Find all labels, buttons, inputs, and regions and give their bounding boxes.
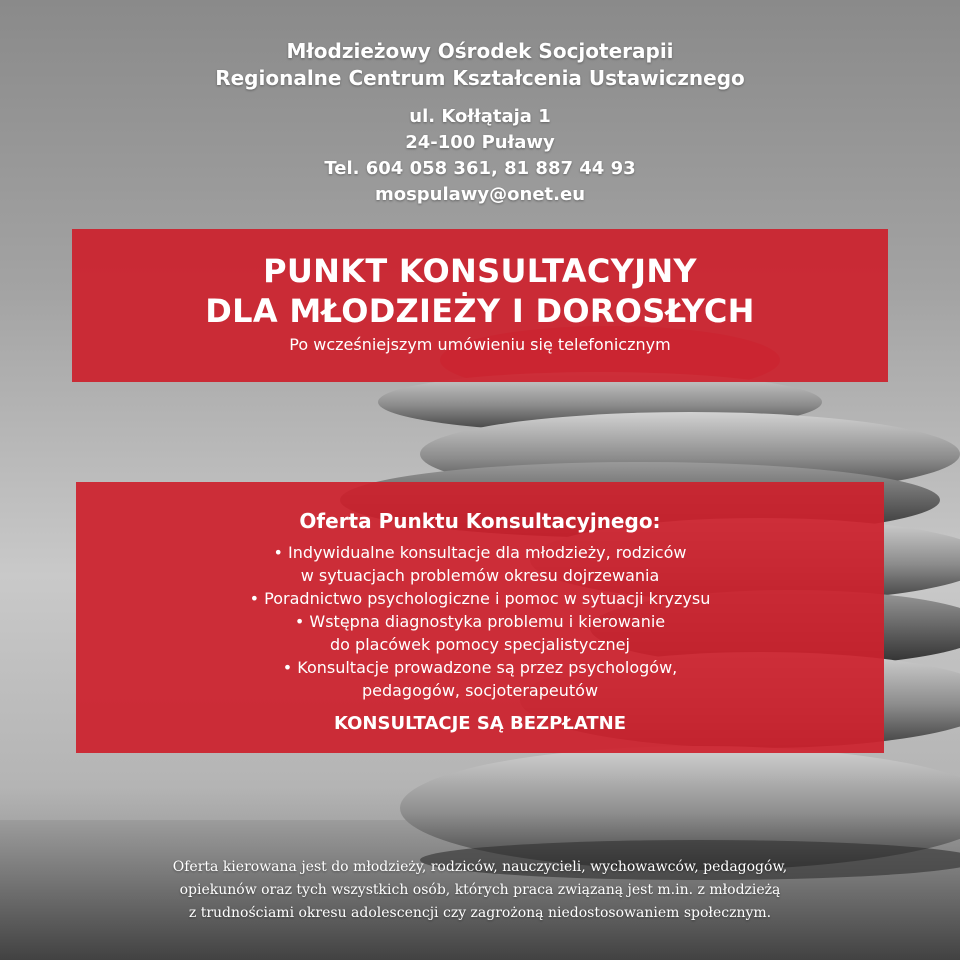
footer-line-1: Oferta kierowana jest do młodzieży, rodziców, nauczycieli, wychowawców, pedagogów, [172,859,788,875]
offer-title: Oferta Punktu Konsultacyjnego: [299,509,661,533]
banner-subtitle: Po wcześniejszym umówieniu się telefonicznym [289,335,671,354]
footer-line-3: z trudnościami okresu adolescencji czy zagrożoną niedostosowaniem społecznym. [188,905,772,921]
list-item-line: pedagogów, socjoterapeutów [361,681,599,700]
street-address: ul. Kołłątaja 1 [409,106,551,127]
list-item [76,610,884,656]
list-item-line: • Poradnictwo psychologiczne i pomoc w sytuacji kryzysu [249,589,711,608]
footer-line-2: opiekunów oraz tych wszystkich osób, których praca związaną jest m.in. z młodzieżą [179,882,781,898]
list-item [76,656,884,702]
banner-title-line-2: DLA MŁODZIEŻY I DOROSŁYCH [205,292,755,330]
free-consultation-note: KONSULTACJE SĄ BEZPŁATNE [333,713,626,734]
org-line-2: Regionalne Centrum Kształcenia Ustawicznego [215,66,745,90]
list-item-line: • Indywidualne konsultacje dla młodzieży, rodziców [273,543,687,562]
list-item-line: • Wstępna diagnostyka problemu i kierowanie [294,612,666,631]
list-item-line: w sytuacjach problemów okresu dojrzewania [300,566,660,585]
list-item-line: • Konsultacje prowadzone są przez psychologów, [282,658,678,677]
postal-city: 24-100 Puławy [405,132,555,153]
footer-note [0,856,960,925]
organization-name [0,38,960,92]
banner-title [72,251,888,331]
phone-numbers: Tel. 604 058 361, 81 887 44 93 [324,158,636,179]
offer-list [76,541,884,702]
contact-details [0,104,960,208]
header [0,38,960,208]
offer-box [76,482,884,753]
list-item [76,541,884,587]
list-item-line: do placówek pomocy specjalistycznej [330,635,630,654]
list-item [76,587,884,610]
title-banner [72,229,888,382]
banner-title-line-1: PUNKT KONSULTACYJNY [263,252,697,290]
org-line-1: Młodzieżowy Ośrodek Socjoterapii [286,39,674,63]
email-address: mospulawy@onet.eu [374,184,586,205]
